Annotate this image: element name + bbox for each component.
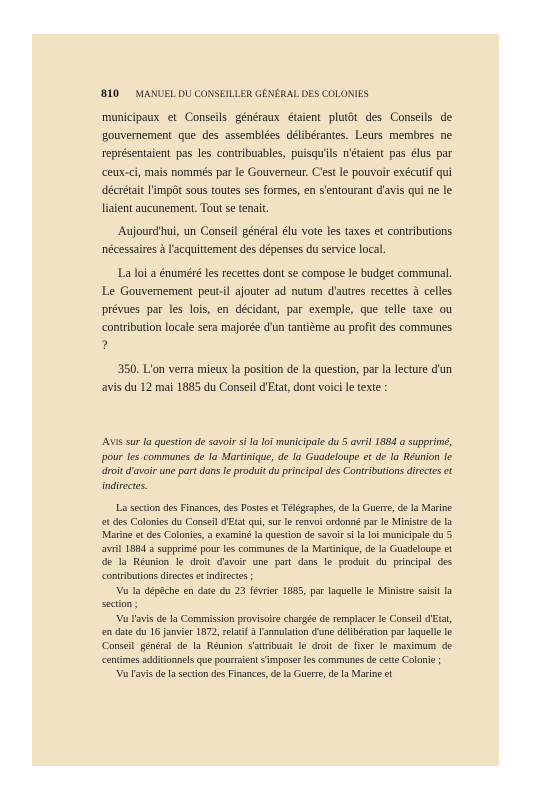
avis-paragraph: Vu l'avis de la Commission provisoire chargée de remplacer le Conseil d'Etat, en date du 16 janvier 1872, relatif à l'annulation d'une délibération par laquelle le Conseil général de la Réunion s'attribuait le droit de fixer le maximum de centimes additionnels que pourraient s'imposer les communes de cette Colonie ; [102,613,452,666]
paragraph: Aujourd'hui, un Conseil général élu vote les taxes et contributions nécessaires à l'acquittement des dépenses du service local. [102,224,452,257]
avis-paragraph: Vu la dépêche en date du 23 février 1885, par laquelle le Ministre saisit la section ; [102,585,452,611]
avis-body [102,502,452,683]
running-title: MANUEL DU CONSEILLER GÉNÉRAL DES COLONIES [135,89,369,99]
avis-text: sur la question de savoir si la loi municipale du 5 avril 1884 a supprimé, pour les communes de la Martinique, de la Guadeloupe et de la Réunion le droit d'avoir une part dans le produit du principal des Contributions directes et indirectes. [102,436,452,492]
paragraph: 350. L'on verra mieux la position de la question, par la lecture d'un avis du 12 mai 1885 du Conseil d'Etat, dont voici le texte : [102,361,452,394]
avis-paragraph: La section des Finances, des Postes et Télégraphes, de la Guerre, de la Marine et des Colonies du Conseil d'Etat qui, sur le renvoi ordonné par le Ministre de la Marine et des Colonies, a examiné la question de savoir si la loi municipale du 5 avril 1884 a supprimé pour les communes de la Martinique, de la Guadeloupe et de la Réunion le droit d'avoir une part dans le produit du principal des contributions directes et indirectes ; [102,503,452,582]
main-text [102,108,452,401]
avis-lead: Avis [102,436,123,448]
avis-paragraph: Vu l'avis de la section des Finances, de la Guerre, de la Marine et [116,669,393,681]
page-number: 810 [101,86,119,100]
running-header [101,86,481,101]
avis-heading [102,435,452,493]
paragraph: La loi a énuméré les recettes dont se compose le budget communal. Le Gouvernement peut-il ajouter ad nutum d'autres recettes à celles prévues par les lois, en décidant, par exemple, que telle taxe ou contribution locale sera majorée d'un tantième au profit des communes ? [102,265,452,353]
paragraph: municipaux et Conseils généraux étaient plutôt des Conseils de gouvernement que des assemblées délibérantes. Leurs membres ne représentaient pas les contribuables, puisqu'ils n'étaient pas élus par ceux-ci, mais nommés par le Gouverneur. C'est le pouvoir exécutif qui décrétait l'impôt sous toutes ses formes, en s'entourant d'avis qui ne le liaient aucunement. Tout se tenait. [102,110,452,216]
